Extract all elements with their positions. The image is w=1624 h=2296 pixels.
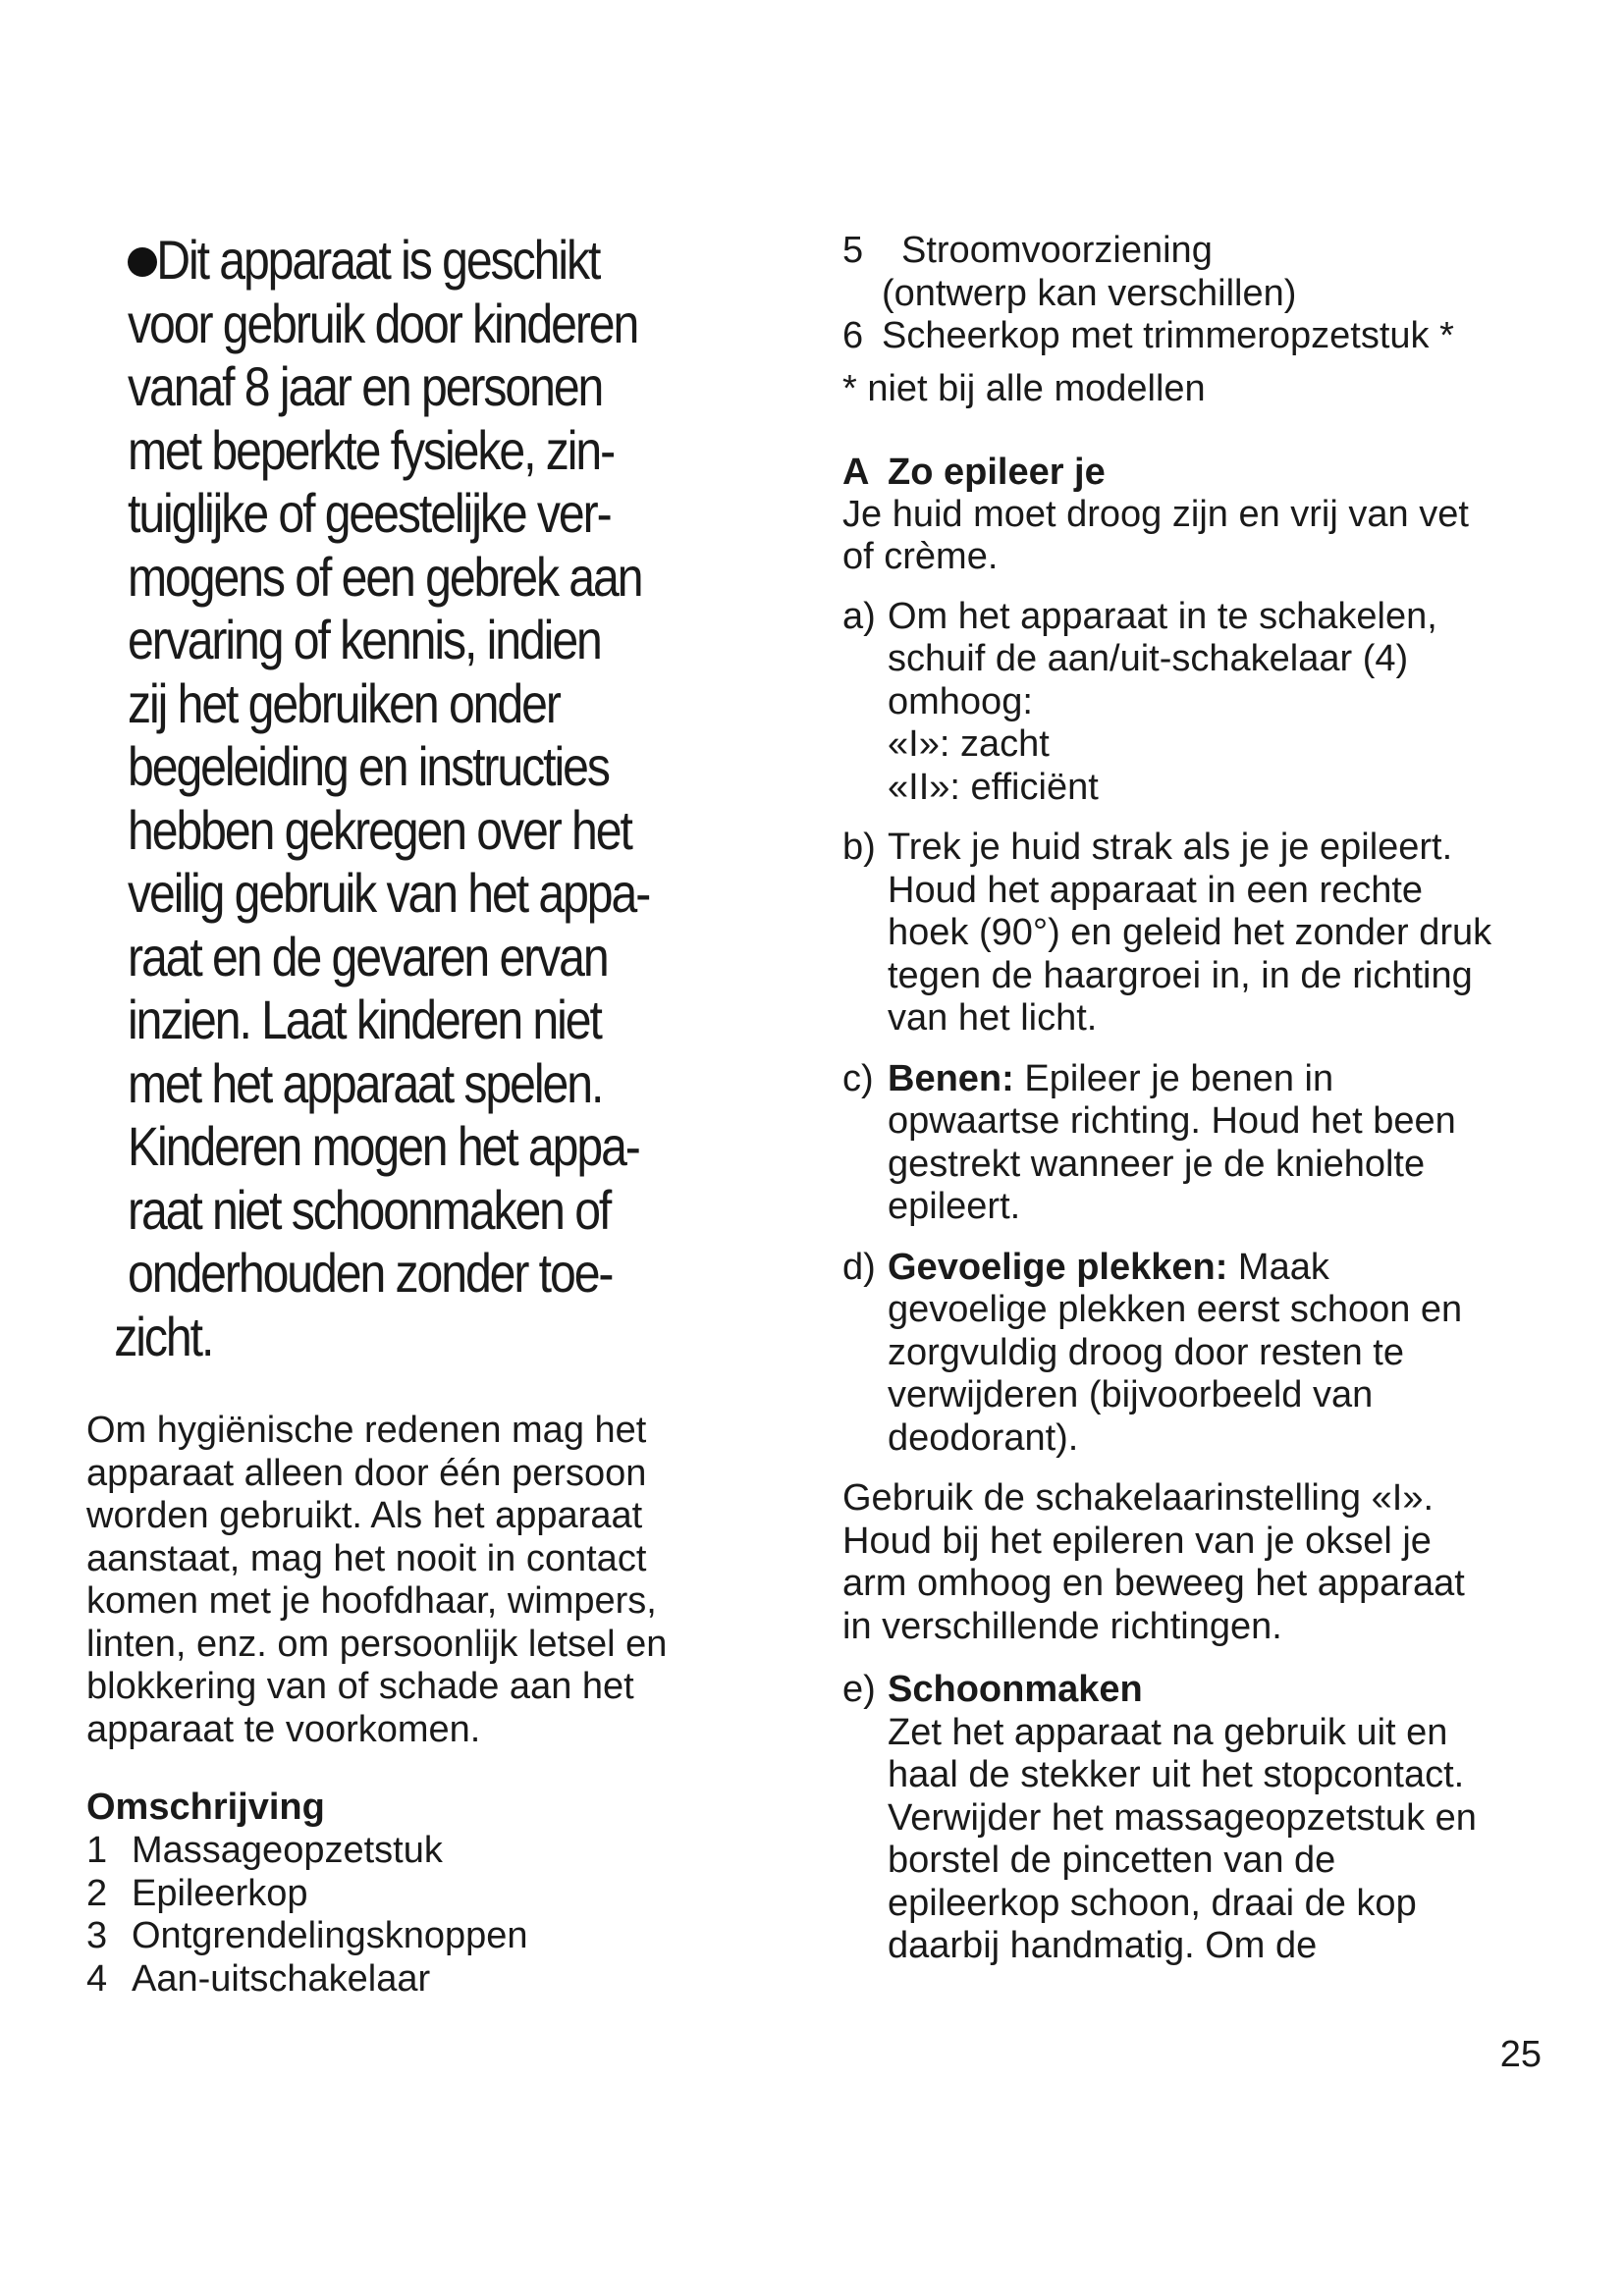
step-bold-term: Gevoelige plekken: [888,1246,1228,1288]
hygiene-line: komen met je hoofdhaar, wimpers, [86,1580,657,1622]
warning-line: onderhouden zonder toe- [128,1242,613,1304]
step-line: schuif de aan/uit-schakelaar (4) [888,638,1409,679]
warning-line: hebben gekregen over het [128,798,631,861]
step-label: e) [842,1669,876,1710]
hygiene-line: Om hygiënische redenen mag het [86,1410,647,1451]
hygiene-line: aanstaat, mag het nooit in contact [86,1537,647,1579]
warning-line: begeleiding en instructies [128,735,609,797]
step-first-line-rest: Maak [1227,1246,1329,1288]
part-number: 5 [842,230,864,271]
warning-line: voor gebruik door kinderen [128,292,638,354]
part-number: 1 [86,1830,108,1871]
armpit-line: in verschillende richtingen. [842,1605,1282,1647]
step-label: b) [842,827,876,868]
step-b [842,827,1549,1041]
step-line: epileert. [888,1186,1021,1227]
step-text [888,827,1491,1041]
step-line: Om het apparaat in te schakelen, [888,595,1437,637]
part-label: Epileerkop [132,1872,308,1914]
warning-line: veilig gebruik van het appa- [128,862,650,924]
part-label-line: Scheerkop met trimmeropzetstuk * [882,315,1454,356]
step-a [842,596,1549,810]
warning-line: raat en de gevaren ervan [128,925,608,988]
part-item [86,1915,528,1958]
armpit-paragraph [842,1477,1549,1648]
step-label: d) [842,1246,876,1288]
hygiene-line: worden gebruikt. Als het apparaat [86,1495,643,1536]
step-line: borstel de pincetten van de [888,1840,1336,1881]
warning-line: zij het gebruiken onder [128,671,560,734]
step-line: van het licht. [888,997,1098,1039]
part-label [882,315,1454,358]
section-a-intro [842,494,1549,579]
step-text [888,1669,1477,1968]
step-line: daarbij handmatig. Om de [888,1925,1318,1966]
step-line: «I»: zacht [888,723,1050,765]
step-line: haal de stekker uit het stopcontact. [888,1754,1465,1795]
intro-line: of crème. [842,536,999,577]
parts-list-continued [842,230,1549,358]
safety-warning [114,229,756,1368]
footnote: * niet bij alle modellen [842,367,1206,409]
part-number: 4 [86,1957,108,2000]
step-line: Houd het apparaat in een rechte [888,869,1424,911]
warning-line: met beperkte fysieke, zin- [128,418,615,481]
warning-line: inzien. Laat kinderen niet [128,988,601,1050]
part-label: Massageopzetstuk [132,1830,443,1871]
step-line: hoek (90°) en geleid het zonder druk [888,912,1492,953]
hygiene-line: blokkering van of schade aan het [86,1666,634,1707]
armpit-line: Gebruik de schakelaarinstelling «I». [842,1477,1435,1519]
step-d [842,1247,1549,1461]
parts-list [86,1830,528,2001]
hygiene-paragraph [86,1410,754,1751]
armpit-line: arm omhoog en beweeg het apparaat [842,1563,1465,1604]
part-item [86,1873,528,1916]
step-line: gestrekt wanneer je de knieholte [888,1143,1426,1185]
part-number: 2 [86,1872,108,1914]
step-bold-term: Schoonmaken [888,1669,1143,1710]
step-label: c) [842,1057,874,1099]
intro-line: Je huid moet droog zijn en vrij van vet [842,493,1469,535]
section-title: Zo epileer je [888,451,1106,493]
step-line: deodorant). [888,1416,1079,1459]
step-text [888,1058,1456,1229]
step-line: tegen de haargroei in, in de richting [888,954,1473,996]
section-letter: A [842,451,870,493]
omschrijving-heading: Omschrijving [86,1787,325,1828]
part-label-line: (ontwerp kan verschillen) [882,272,1297,314]
warning-line: zicht. [114,1305,213,1367]
warning-line: vanaf 8 jaar en personen [128,355,603,417]
warning-line: ervaring of kennis, indien [128,609,601,670]
hygiene-line: apparaat te voorkomen. [86,1708,481,1750]
warning-line: mogens of een gebrek aan [128,545,642,608]
step-first-line-rest: Epileer je benen in [1013,1057,1334,1099]
armpit-line: Houd bij het epileren van je oksel je [842,1520,1432,1562]
part-label: Ontgrendelingsknoppen [132,1915,528,1956]
warning-line: raat niet schoonmaken of [128,1178,611,1241]
step-line: gevoelige plekken eerst schoon en [888,1289,1463,1330]
part-item [842,230,1549,315]
right-column [842,230,1549,1968]
hygiene-line: linten, enz. om persoonlijk letsel en [86,1623,668,1665]
page-number: 25 [1499,2034,1542,2075]
step-line: opwaartse richting. Houd het been [888,1100,1456,1142]
part-label [882,230,1296,315]
step-line: verwijderen (bijvoorbeeld van [888,1374,1374,1415]
warning-line: met het apparaat spelen. [128,1051,603,1114]
part-number: 3 [86,1915,108,1956]
step-line: Zet het apparaat na gebruik uit en [888,1711,1448,1753]
step-line: Verwijder het massageopzetstuk en [888,1796,1477,1839]
step-text [888,1247,1462,1461]
hygiene-line: apparaat alleen door één persoon [86,1452,647,1494]
warning-line: Dit apparaat is geschikt [156,229,600,291]
step-line: omhoog: [888,680,1033,722]
section-a-heading [842,452,1549,494]
step-line: Trek je huid strak als je je epileert. [888,827,1453,868]
step-line: epileerkop schoon, draai de kop [888,1882,1417,1924]
step-line: «II»: efficiënt [888,766,1099,808]
warning-line: tuiglijke of geestelijke ver- [128,482,611,544]
part-number: 6 [842,315,864,356]
step-e [842,1669,1549,1968]
part-item [86,1958,528,2002]
step-c [842,1058,1549,1229]
part-label: Aan-uitschakelaar [132,1957,431,2000]
step-text [888,596,1437,810]
warning-line: Kinderen mogen het appa- [128,1115,639,1177]
step-bold-term: Benen: [888,1057,1014,1099]
step-label: a) [842,595,876,637]
part-item [842,315,1549,358]
part-label-line: Stroomvoorziening [901,230,1213,271]
part-item [86,1830,528,1873]
step-line: zorgvuldig droog door resten te [888,1331,1404,1373]
